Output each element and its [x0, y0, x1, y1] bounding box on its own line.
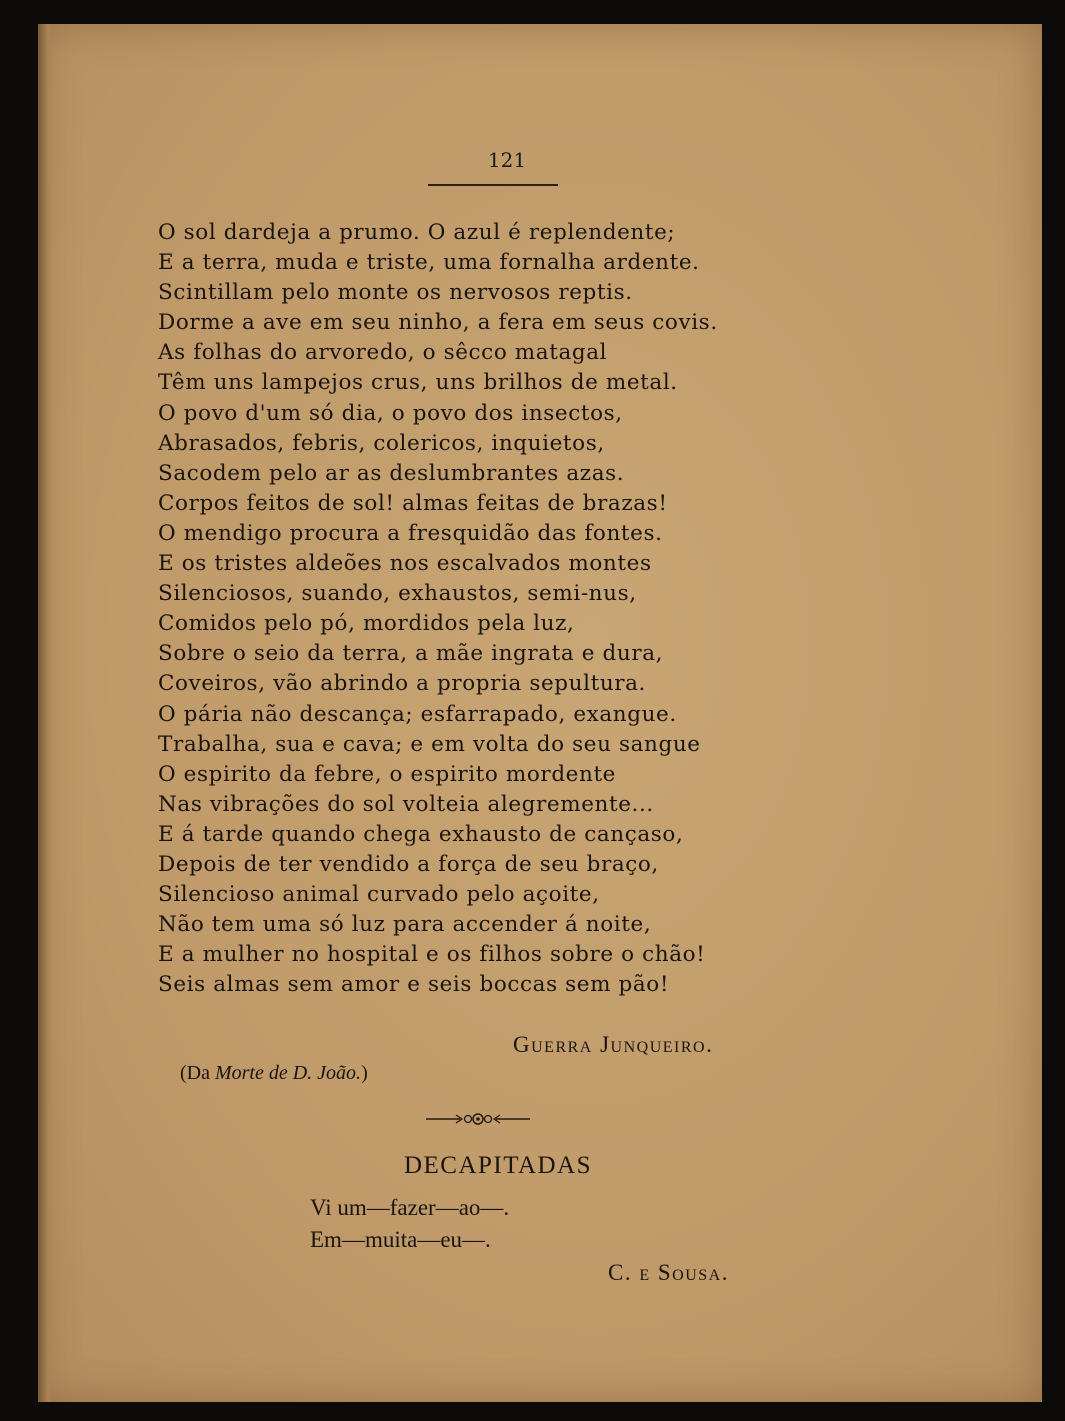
poem	[158, 218, 718, 1000]
poem-line: Trabalha, sua e cava; e em volta do seu sangue	[158, 731, 701, 757]
source-title: Morte de D. João.	[214, 1062, 362, 1084]
section-line: Vi um—fazer—ao—.	[310, 1195, 510, 1220]
poem-line: Comidos pelo pó, mordidos pela luz,	[158, 611, 575, 637]
poem-line: E os tristes aldeões nos escalvados montes	[158, 551, 652, 577]
poem-line: Abrasados, febris, colericos, inquietos,	[158, 430, 605, 456]
poem-line: Sacodem pelo ar as deslumbrantes azas.	[158, 460, 625, 486]
poem-line: Nas vibrações do sol volteia alegremente...	[158, 791, 654, 817]
poem-line: Não tem uma só luz para accender á noite,	[158, 912, 652, 938]
page-number-rule	[428, 184, 558, 186]
source-suffix: )	[361, 1062, 368, 1084]
poem-line: O pária não descança; esfarrapado, exangue.	[158, 701, 677, 727]
spine-edge	[38, 24, 52, 1402]
poem-line: O mendigo procura a fresquidão das fontes.	[158, 520, 663, 546]
section-line: Em—muita—eu—.	[310, 1227, 491, 1252]
poem-line: E á tarde quando chega exhausto de cançaso,	[158, 821, 684, 847]
poem-line: Scintillam pelo monte os nervosos reptis.	[158, 280, 633, 306]
poem-line: Depois de ter vendido a força de seu braço,	[158, 851, 659, 877]
poem-line: Silencioso animal curvado pelo açoite,	[158, 882, 600, 908]
section-lines	[310, 1192, 509, 1256]
book-page	[38, 24, 1042, 1402]
poem-line: O sol dardeja a prumo. O azul é replendente;	[158, 220, 676, 245]
poem-line: E a mulher no hospital e os filhos sobre o chão!	[158, 942, 706, 968]
ornament-divider	[426, 1108, 530, 1130]
source-prefix: (Da	[180, 1062, 215, 1084]
poem-line: O povo d'um só dia, o povo dos insectos,	[158, 400, 623, 426]
poem-line: Dorme a ave em seu ninho, a fera em seus covis.	[158, 310, 718, 336]
poem-line: Coveiros, vão abrindo a propria sepultura.	[158, 671, 646, 697]
poem-line: Sobre o seio da terra, a mãe ingrata e dura,	[158, 641, 664, 667]
section-title: DECAPITADAS	[403, 1152, 593, 1179]
poem-source	[180, 1062, 368, 1085]
poem-line: Têm uns lampejos crus, uns brilhos de metal.	[158, 370, 678, 396]
poem-line: O espirito da febre, o espirito mordente	[158, 761, 617, 787]
poem-author: Guerra Junqueiro.	[513, 1032, 714, 1057]
poem-line: As folhas do arvoredo, o sêcco matagal	[158, 340, 608, 366]
poem-line: E a terra, muda e triste, uma fornalha ardente.	[158, 250, 700, 276]
page-number: 121	[487, 148, 527, 172]
poem-line: Silenciosos, suando, exhaustos, semi-nus,	[158, 581, 637, 607]
section-author: C. e Sousa.	[608, 1260, 729, 1285]
poem-line: Seis almas sem amor e seis boccas sem pão!	[158, 972, 670, 998]
poem-line: Corpos feitos de sol! almas feitas de brazas!	[158, 490, 668, 516]
